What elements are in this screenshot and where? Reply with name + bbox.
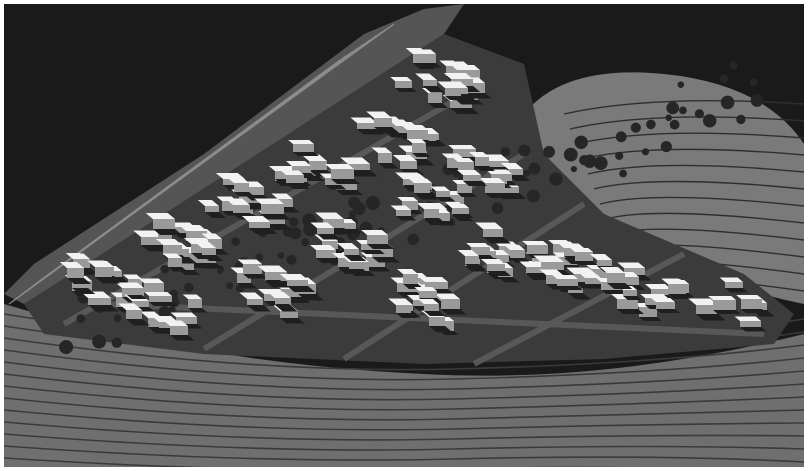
tree xyxy=(551,174,558,181)
building-side xyxy=(452,208,469,214)
building-side xyxy=(95,267,112,277)
building-side xyxy=(428,93,442,103)
building-side xyxy=(144,283,164,292)
tree xyxy=(571,166,577,172)
building-shadow xyxy=(149,302,177,306)
building-side xyxy=(597,260,612,266)
building-side xyxy=(412,143,426,153)
building-side xyxy=(265,272,280,280)
building-side xyxy=(395,81,412,88)
building-side xyxy=(527,245,548,254)
tree xyxy=(642,148,649,155)
building-side xyxy=(316,250,336,258)
building-shadow xyxy=(713,310,741,314)
building-side xyxy=(510,250,525,258)
tree xyxy=(289,217,298,226)
tree xyxy=(217,268,223,274)
building-side xyxy=(127,288,142,295)
tree xyxy=(59,340,73,354)
building-side xyxy=(126,310,142,319)
tree xyxy=(226,282,233,289)
tree xyxy=(301,238,309,246)
building-side xyxy=(445,88,461,96)
tree xyxy=(631,123,641,133)
building-side xyxy=(485,183,505,193)
tree xyxy=(366,196,380,210)
building-side xyxy=(249,222,270,228)
tree xyxy=(159,306,171,318)
building-side xyxy=(713,300,736,310)
tree xyxy=(750,79,758,87)
building-side xyxy=(400,161,417,169)
tree xyxy=(543,146,555,158)
tree xyxy=(720,75,729,84)
tree xyxy=(665,115,672,122)
building-side xyxy=(275,298,289,304)
building-side xyxy=(575,252,593,261)
building-side xyxy=(463,175,481,181)
building-side xyxy=(424,304,439,311)
building-side xyxy=(286,175,304,183)
tree xyxy=(77,314,86,323)
tree xyxy=(646,120,656,130)
building-side xyxy=(419,291,437,298)
building-side xyxy=(458,162,474,171)
tree xyxy=(287,255,297,265)
tree xyxy=(278,252,285,259)
tree xyxy=(583,155,596,168)
tree xyxy=(721,96,735,110)
building-side xyxy=(413,54,428,63)
building-side xyxy=(436,191,450,197)
building-side xyxy=(67,268,84,278)
building-side xyxy=(741,299,762,309)
building-side xyxy=(483,229,503,237)
building-side xyxy=(656,302,675,309)
building-side xyxy=(414,183,430,193)
building-side xyxy=(188,299,202,308)
building-side xyxy=(557,279,578,286)
building-side xyxy=(317,228,334,234)
building-side xyxy=(607,273,625,283)
building-side xyxy=(153,219,175,229)
tree xyxy=(114,314,122,322)
building-side xyxy=(233,205,250,213)
building-side xyxy=(202,248,216,255)
tree xyxy=(160,265,169,274)
site-model-photo xyxy=(4,4,804,467)
building-side xyxy=(205,206,219,212)
tree xyxy=(349,211,357,219)
building-side xyxy=(374,118,392,127)
building-roof xyxy=(448,145,476,149)
building-side xyxy=(424,209,439,218)
building-side xyxy=(407,130,428,140)
building-side xyxy=(261,204,284,214)
tree xyxy=(528,163,540,175)
tree xyxy=(619,170,627,178)
building-side xyxy=(441,299,460,309)
building-side xyxy=(396,305,411,313)
building-roof xyxy=(144,292,172,296)
building-side xyxy=(293,144,314,152)
building-side xyxy=(617,299,638,309)
building-side xyxy=(309,161,327,170)
tree xyxy=(408,234,419,245)
tree xyxy=(695,109,704,118)
tree xyxy=(661,141,672,152)
tree xyxy=(615,152,623,160)
tree xyxy=(616,131,627,142)
tree xyxy=(703,114,716,127)
tree xyxy=(184,283,193,292)
tree xyxy=(666,102,679,115)
building-side xyxy=(378,153,392,163)
building-side xyxy=(170,326,188,335)
building-side xyxy=(668,284,686,294)
building-side xyxy=(149,296,172,302)
building-side xyxy=(429,317,445,326)
building-side xyxy=(623,290,637,296)
building-side xyxy=(88,298,111,305)
building-side xyxy=(725,282,743,288)
building-side xyxy=(243,264,262,274)
building-side xyxy=(331,169,354,179)
site-model-scene xyxy=(4,4,804,467)
tree xyxy=(92,335,106,349)
building-side xyxy=(234,183,249,192)
tree xyxy=(575,136,588,149)
tree xyxy=(564,148,578,162)
building-roof xyxy=(640,294,668,298)
building-side xyxy=(475,157,489,166)
building-side xyxy=(349,262,363,269)
building-roof xyxy=(708,296,736,300)
building-side xyxy=(465,256,479,264)
building-side xyxy=(740,321,761,327)
tree xyxy=(231,237,240,246)
building-side xyxy=(396,210,411,216)
building-side xyxy=(280,311,298,318)
building-side xyxy=(247,299,263,305)
building-side xyxy=(541,262,564,270)
building-side xyxy=(168,258,182,267)
tree xyxy=(678,81,685,88)
tree xyxy=(751,94,764,107)
tree xyxy=(492,202,504,214)
tree xyxy=(736,115,745,124)
building-side xyxy=(287,280,308,286)
building-side xyxy=(344,249,359,255)
building-side xyxy=(487,264,505,271)
tree xyxy=(670,120,680,130)
tree xyxy=(527,190,540,203)
tree xyxy=(679,107,687,115)
tree xyxy=(112,338,122,348)
building-side xyxy=(403,274,418,284)
building-side xyxy=(423,80,437,86)
tree xyxy=(729,61,738,70)
tree xyxy=(518,145,530,157)
building-side xyxy=(367,235,388,244)
